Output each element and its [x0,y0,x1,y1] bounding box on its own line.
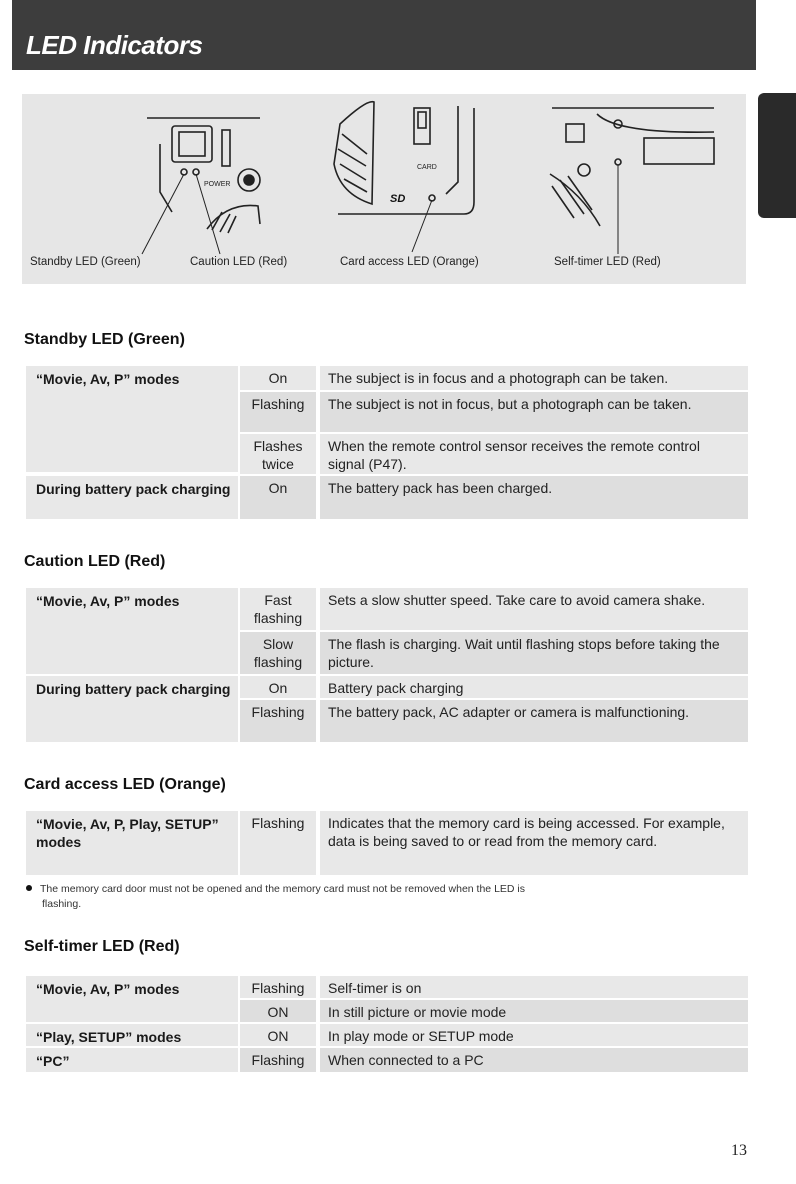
card-access-table [26,811,748,875]
table-row [26,632,748,674]
self-timer-led-caption: Self-timer LED (Red) [554,256,661,268]
table-row [26,434,748,474]
standby-led-caption: Standby LED (Green) [30,256,141,268]
caution-led-caption: Caution LED (Red) [190,256,288,268]
caution-section-title: Caution LED (Red) [24,553,166,570]
table-row [26,1024,748,1046]
description-cell: Indicates that the memory card is being accessed. For example, data is being saved to or read from the memory card. [320,811,748,875]
power-label: POWER [204,181,231,188]
description-cell: Self-timer is on [320,976,748,998]
note-text-line1: The memory card door must not be opened and the memory card must not be removed when the LED is [40,883,525,895]
led-diagram [22,94,746,284]
standby-section-title: Standby LED (Green) [24,331,185,348]
description-cell: Sets a slow shutter speed. Take care to avoid camera shake. [320,588,748,630]
self-timer-section-title: Self-timer LED (Red) [24,938,180,955]
page-title: LED Indicators [26,30,203,60]
mode-cell: “PC” [26,1048,238,1072]
description-cell: The subject is not in focus, but a photograph can be taken. [320,392,748,432]
table-row [26,1000,748,1022]
table-row [26,676,748,698]
card-label: CARD [417,164,437,171]
status-cell: Fast flashing [240,588,316,630]
table-row [26,811,748,875]
self-timer-table [26,976,748,1072]
table-row [26,588,748,630]
table-row [26,1048,748,1072]
chapter-tab [758,93,796,218]
status-cell: ON [240,1024,316,1046]
table-row [26,366,748,390]
note [26,882,746,912]
description-cell: Battery pack charging [320,676,748,698]
caution-table [26,588,748,742]
table-row [26,976,748,998]
standby-table [26,366,748,519]
sd-logo: SD [390,193,406,205]
card-access-led-caption: Card access LED (Orange) [340,256,479,268]
status-cell: On [240,476,316,519]
status-cell: Flashing [240,976,316,998]
mode-cell: During battery pack charging [26,676,238,742]
status-cell: Slow flashing [240,632,316,674]
status-cell: On [240,366,316,390]
status-cell: Flashing [240,1048,316,1072]
description-cell: In play mode or SETUP mode [320,1024,748,1046]
status-cell: Flashing [240,392,316,432]
description-cell: The battery pack, AC adapter or camera is malfunctioning. [320,700,748,742]
description-cell: When connected to a PC [320,1048,748,1072]
mode-cell: “Movie, Av, P” modes [26,976,238,1022]
status-cell: Flashing [240,700,316,742]
header-bar [12,0,756,70]
status-cell: ON [240,1000,316,1022]
camera-front-drawing [550,108,714,254]
mode-cell: “Play, SETUP” modes [26,1024,238,1046]
table-row [26,392,748,432]
table-row [26,700,748,742]
status-cell: Flashes twice [240,434,316,474]
card-slot-drawing [334,102,474,252]
mode-cell: “Movie, Av, P” modes [26,366,238,472]
card-access-section-title: Card access LED (Orange) [24,776,226,793]
page-number: 13 [731,1142,747,1159]
description-cell: In still picture or movie mode [320,1000,748,1022]
mode-cell: “Movie, Av, P” modes [26,588,238,674]
description-cell: The flash is charging. Wait until flashing stops before taking the picture. [320,632,748,674]
mode-cell: During battery pack charging [26,476,238,519]
description-cell: The battery pack has been charged. [320,476,748,519]
bullet-icon [26,885,32,891]
table-row [26,476,748,519]
camera-back-drawing [142,118,260,254]
mode-cell: “Movie, Av, P, Play, SETUP” modes [26,811,238,875]
status-cell: On [240,676,316,698]
description-cell: The subject is in focus and a photograph can be taken. [320,366,748,390]
status-cell: Flashing [240,811,316,875]
note-text-line2: flashing. [42,898,82,910]
description-cell: When the remote control sensor receives the remote control signal (P47). [320,434,748,474]
